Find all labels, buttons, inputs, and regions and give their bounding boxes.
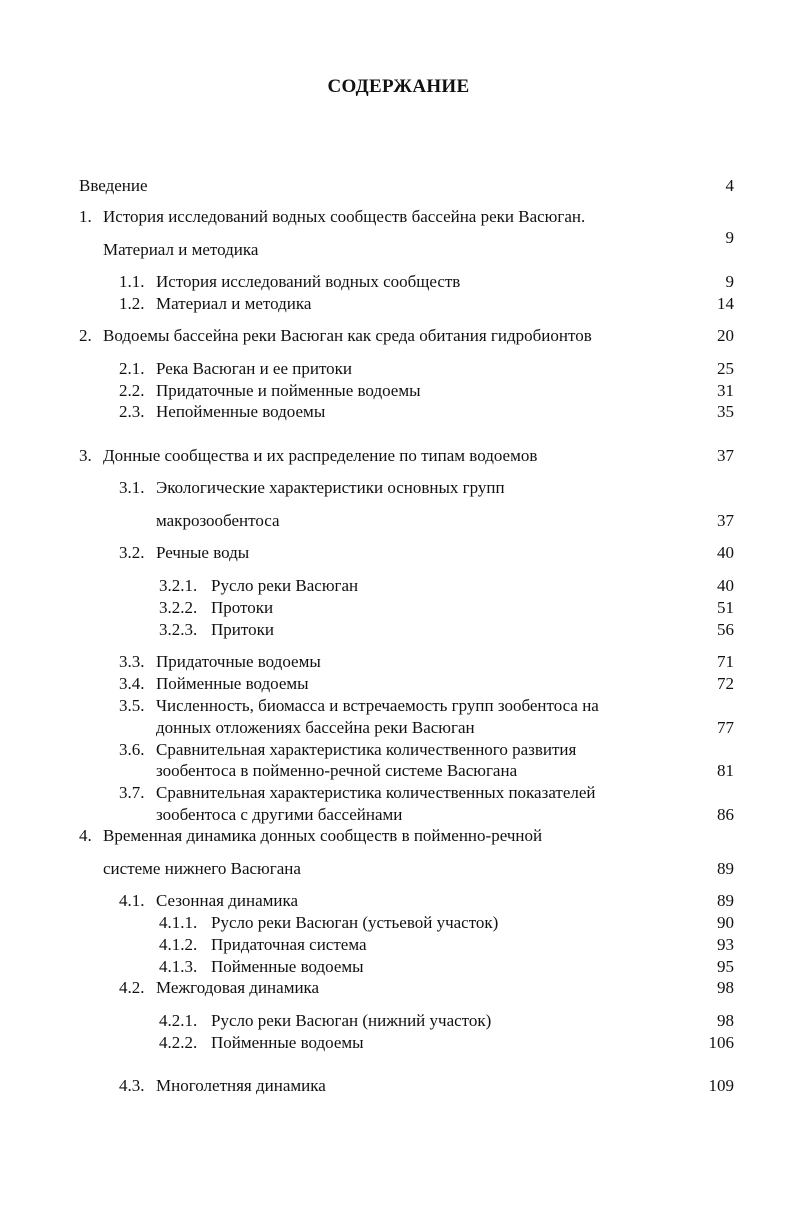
toc-page: 106 — [708, 1033, 734, 1052]
toc-title: Придаточная система — [211, 935, 367, 954]
toc-number: 4.1.2. — [159, 935, 198, 954]
toc-page: 89 — [717, 859, 734, 878]
toc-title: Сравнительная характеристика количественного развития — [156, 740, 577, 759]
toc-title: Материал и методика — [156, 294, 312, 313]
toc-page: 37 — [717, 511, 734, 530]
toc-page: 90 — [717, 913, 734, 932]
toc-page: 37 — [717, 446, 734, 465]
toc-title: Пойменные водоемы — [211, 1033, 364, 1052]
toc-title-continued: системе нижнего Васюгана — [103, 859, 301, 878]
toc-page: 14 — [717, 294, 734, 313]
toc-title-continued: макрозообентоса — [156, 511, 280, 530]
toc-title: История исследований водных сообществ — [156, 272, 461, 291]
toc-title-continued: зообентоса с другими бассейнами — [156, 805, 403, 824]
toc-title-continued: зообентоса в пойменно-речной системе Васюгана — [156, 761, 518, 780]
toc-page: 35 — [717, 402, 734, 421]
toc-title: Численность, биомасса и встречаемость групп зообентоса на — [156, 696, 599, 715]
toc-page: 81 — [717, 761, 734, 780]
toc-number: 2.3. — [119, 402, 145, 421]
toc-title: Русло реки Васюган (устьевой участок) — [211, 913, 499, 932]
toc-number: 3.4. — [119, 674, 145, 693]
toc-page: 77 — [717, 718, 734, 737]
toc-page: 40 — [717, 576, 734, 595]
toc-title: Придаточные и пойменные водоемы — [156, 381, 421, 400]
toc-title: Многолетняя динамика — [156, 1076, 326, 1095]
toc-page: 98 — [717, 1011, 734, 1030]
toc-title: Сезонная динамика — [156, 891, 299, 910]
toc-number: 1.1. — [119, 272, 145, 291]
toc-number: 1. — [79, 207, 92, 226]
toc-page: 9 — [725, 228, 734, 247]
toc-page: 71 — [717, 652, 734, 671]
toc-number: 4. — [79, 826, 92, 845]
toc-title: Протоки — [211, 598, 274, 617]
toc-page: 109 — [708, 1076, 734, 1095]
toc-page: 93 — [717, 935, 734, 954]
toc-page: 72 — [717, 674, 734, 693]
toc-title: Водоемы бассейна реки Васюган как среда обитания гидробионтов — [103, 326, 592, 345]
toc-page: 31 — [717, 381, 734, 400]
toc-title: Русло реки Васюган — [211, 576, 359, 595]
toc-number: 3.2.2. — [159, 598, 198, 617]
toc-number: 3. — [79, 446, 92, 465]
toc-number: 3.5. — [119, 696, 145, 715]
toc-number: 2.2. — [119, 381, 145, 400]
toc-number: 2. — [79, 326, 92, 345]
toc-number: 4.1.1. — [159, 913, 198, 932]
page-title: СОДЕРЖАНИЕ — [327, 76, 470, 97]
toc-number: 4.1. — [119, 891, 145, 910]
toc-number: 3.2.1. — [159, 576, 198, 595]
toc-number: 4.2.2. — [159, 1033, 198, 1052]
toc-page: 51 — [717, 598, 734, 617]
toc-number: 3.2.3. — [159, 620, 198, 639]
toc-title: Непойменные водоемы — [156, 402, 326, 421]
toc-number: 4.3. — [119, 1076, 145, 1095]
toc-page: 56 — [717, 620, 734, 639]
toc-page: 25 — [717, 359, 734, 378]
toc-number: 3.6. — [119, 740, 145, 759]
toc-number: 4.2. — [119, 978, 145, 997]
toc-title: Река Васюган и ее притоки — [156, 359, 353, 378]
toc-title: Притоки — [211, 620, 274, 639]
toc-title: Введение — [79, 176, 148, 195]
toc-title: Пойменные водоемы — [156, 674, 309, 693]
toc-title: История исследований водных сообществ бассейна реки Васюган. — [103, 207, 586, 226]
toc-title: Межгодовая динамика — [156, 978, 320, 997]
toc-page: 4 — [725, 176, 734, 195]
toc-page: 86 — [717, 805, 734, 824]
toc-page: 40 — [717, 543, 734, 562]
toc-page: 9 — [725, 272, 734, 291]
toc-title: Пойменные водоемы — [211, 957, 364, 976]
toc-page: 20 — [717, 326, 734, 345]
toc-page: 98 — [717, 978, 734, 997]
toc-title: Временная динамика донных сообществ в пойменно-речной — [103, 826, 543, 845]
toc-title: Экологические характеристики основных групп — [156, 478, 505, 497]
toc-number: 3.3. — [119, 652, 145, 671]
toc-title: Речные воды — [156, 543, 250, 562]
toc-number: 3.1. — [119, 478, 145, 497]
toc-title: Сравнительная характеристика количественных показателей — [156, 783, 596, 802]
toc-title-continued: Материал и методика — [103, 240, 259, 259]
toc-number: 3.7. — [119, 783, 145, 802]
toc-page: 95 — [717, 957, 734, 976]
toc-page: 89 — [717, 891, 734, 910]
toc-title: Донные сообщества и их распределение по типам водоемов — [103, 446, 538, 465]
toc-number: 2.1. — [119, 359, 145, 378]
toc-title-continued: донных отложениях бассейна реки Васюган — [156, 718, 475, 737]
toc-title: Русло реки Васюган (нижний участок) — [211, 1011, 492, 1030]
toc-number: 3.2. — [119, 543, 145, 562]
toc-number: 4.2.1. — [159, 1011, 198, 1030]
toc-number: 4.1.3. — [159, 957, 198, 976]
toc-title: Придаточные водоемы — [156, 652, 321, 671]
toc-number: 1.2. — [119, 294, 145, 313]
